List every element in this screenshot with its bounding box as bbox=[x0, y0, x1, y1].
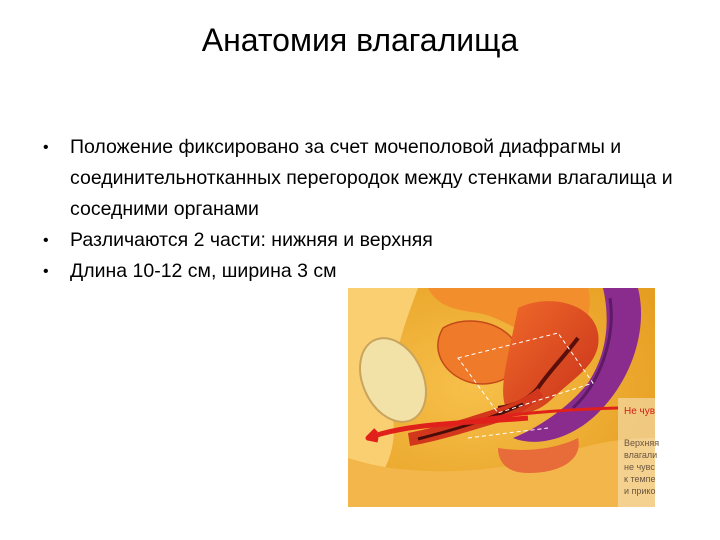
bullet-symbol: • bbox=[43, 139, 49, 156]
bullet-text: Длина 10-12 см, ширина 3 см bbox=[70, 260, 337, 282]
bullet-item bbox=[40, 225, 690, 256]
figure-caption-line: влагали bbox=[624, 450, 658, 460]
slide-title: Анатомия влагалища bbox=[201, 22, 519, 58]
figure-caption-line: не чувс bbox=[624, 462, 655, 472]
figure-caption-line: и прико bbox=[624, 486, 656, 496]
bullet-symbol: • bbox=[43, 263, 49, 280]
bullet-text: Различаются 2 части: нижняя и верхняя bbox=[70, 229, 433, 251]
bullet-item bbox=[40, 132, 690, 225]
anatomy-illustration bbox=[348, 288, 660, 507]
figure-caption-line: к темпе bbox=[624, 474, 656, 484]
figure-red-label: Не чув bbox=[624, 406, 656, 417]
bullet-item bbox=[40, 256, 690, 287]
figure-caption-line: Верхняя bbox=[624, 438, 660, 448]
bullet-text: Положение фиксировано за счет мочеполовой диафрагмы и соединительнотканных перегородок между стенками влагалища и соседними органами bbox=[70, 136, 673, 220]
bullet-list bbox=[40, 132, 690, 287]
bullet-symbol: • bbox=[43, 232, 49, 249]
